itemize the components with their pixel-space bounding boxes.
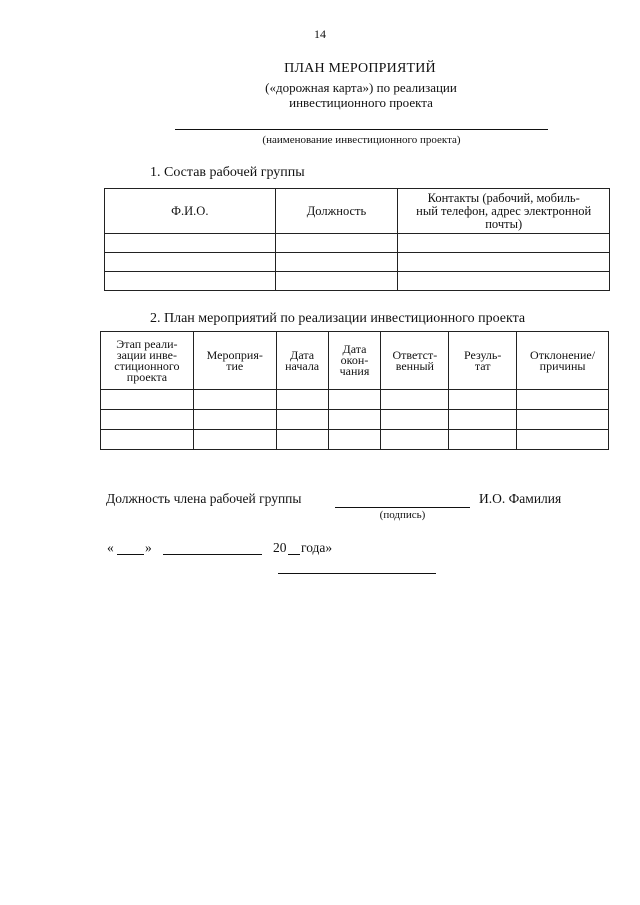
header-line: начала (285, 358, 320, 373)
header-line: Мероприя- (206, 347, 263, 362)
col-header-activity (193, 332, 276, 390)
table-cell[interactable] (328, 430, 381, 450)
col-header-responsible (381, 332, 449, 390)
contacts-line-3: почты) (485, 216, 523, 231)
table-row (101, 410, 609, 430)
signature-blank-line[interactable] (335, 507, 470, 508)
project-name-blank-line[interactable] (175, 129, 548, 130)
table-cell[interactable] (276, 410, 328, 430)
subtitle-line-1: («дорожная карта») по реализации (265, 80, 457, 95)
table-cell[interactable] (381, 430, 449, 450)
project-name-caption: (наименование инвестиционного проекта) (262, 134, 461, 146)
table-header-row (101, 332, 609, 390)
col-header-position: Должность (275, 189, 398, 234)
table-cell[interactable] (105, 272, 276, 291)
name-placeholder: И.О. Фамилия (479, 491, 562, 506)
table-cell[interactable] (381, 390, 449, 410)
header-line: Отклонение/ (530, 347, 596, 362)
page-number: 14 (314, 27, 326, 41)
position-label: Должность члена рабочей группы (106, 491, 302, 506)
col-header-fio: Ф.И.О. (105, 189, 276, 234)
header-line: чания (339, 364, 370, 378)
table-cell[interactable] (449, 430, 517, 450)
table-cell[interactable] (328, 410, 381, 430)
header-line: тат (474, 358, 491, 373)
header-line: проекта (126, 369, 168, 384)
table-row (101, 430, 609, 450)
table-cell[interactable] (398, 234, 610, 253)
year-suffix: года» (301, 540, 333, 555)
header-line: Резуль- (463, 347, 502, 362)
date-open-quote: « (107, 540, 114, 555)
table-cell[interactable] (275, 253, 398, 272)
signature-caption: (подпись) (379, 509, 426, 521)
working-group-table (104, 188, 610, 291)
header-line: Этап реали- (116, 336, 178, 351)
table-cell[interactable] (517, 390, 609, 410)
table-cell[interactable] (381, 410, 449, 430)
table-cell[interactable] (398, 272, 610, 291)
section2-heading: 2. План мероприятий по реализации инвестиционного проекта (150, 311, 526, 326)
month-blank-line[interactable] (163, 554, 262, 555)
col-header-contacts (398, 189, 610, 234)
year-prefix: 20 (273, 540, 287, 555)
day-blank-line[interactable] (117, 554, 144, 555)
header-line: причины (539, 358, 586, 373)
document-title: ПЛАН МЕРОПРИЯТИЙ (284, 61, 436, 76)
table-cell[interactable] (276, 390, 328, 410)
section1-heading: 1. Состав рабочей группы (150, 165, 305, 180)
table-cell[interactable] (328, 390, 381, 410)
action-plan-table (100, 331, 609, 450)
table-cell[interactable] (517, 410, 609, 430)
table-cell[interactable] (193, 410, 276, 430)
table-cell[interactable] (276, 430, 328, 450)
table-row (101, 390, 609, 410)
table-cell[interactable] (105, 253, 276, 272)
table-cell[interactable] (101, 430, 194, 450)
table-cell[interactable] (101, 390, 194, 410)
table-cell[interactable] (193, 390, 276, 410)
header-line: Дата (342, 342, 367, 356)
table-cell[interactable] (449, 410, 517, 430)
col-header-start-date (276, 332, 328, 390)
contacts-line-1: Контакты (рабочий, мобиль- (427, 190, 580, 205)
header-line: венный (395, 358, 434, 373)
table-header-row (105, 189, 610, 234)
table-cell[interactable] (449, 390, 517, 410)
col-header-deviation (517, 332, 609, 390)
col-header-result (449, 332, 517, 390)
table-row (105, 272, 610, 291)
date-underline (278, 573, 436, 574)
header-line: стиционного (114, 358, 180, 373)
table-row (105, 253, 610, 272)
contacts-line-2: ный телефон, адрес электронной (416, 203, 592, 218)
table-row (105, 234, 610, 253)
header-line: тие (226, 358, 244, 373)
table-cell[interactable] (275, 272, 398, 291)
subtitle-line-2: инвестиционного проекта (289, 95, 433, 110)
table-cell[interactable] (193, 430, 276, 450)
col-header-stage (101, 332, 194, 390)
header-line: Дата (290, 347, 315, 362)
header-line: зации инве- (116, 347, 177, 362)
year-blank-line[interactable] (288, 554, 300, 555)
table-cell[interactable] (275, 234, 398, 253)
header-line: окон- (340, 353, 369, 367)
table-cell[interactable] (398, 253, 610, 272)
col-header-end-date (328, 332, 381, 390)
table-cell[interactable] (101, 410, 194, 430)
header-line: Ответст- (392, 347, 438, 362)
document-subtitle (0, 80, 640, 110)
table-cell[interactable] (517, 430, 609, 450)
table-cell[interactable] (105, 234, 276, 253)
date-close-quote: » (145, 540, 152, 555)
